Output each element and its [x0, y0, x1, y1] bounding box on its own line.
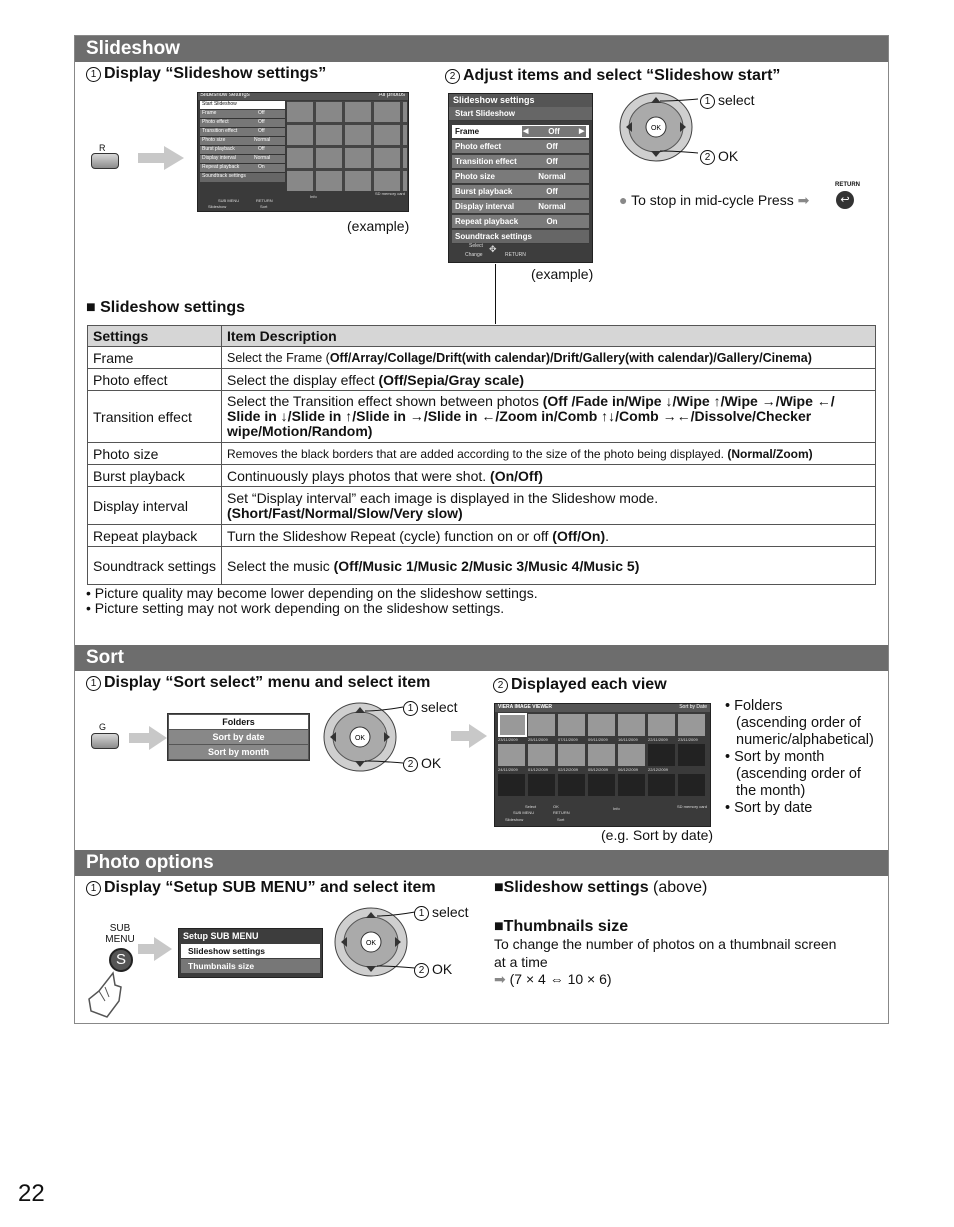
bullet-line: (ascending order of — [736, 715, 861, 731]
slideshow-step1-text: Display “Slideshow settings” — [104, 65, 327, 82]
step-number: 2 — [414, 963, 429, 978]
connector-line — [495, 264, 496, 324]
thumbnail-row-2[interactable] — [498, 744, 648, 766]
stop-instruction — [619, 192, 809, 209]
bullet-line: • Sort by month — [725, 749, 825, 765]
menu-row-value: Off — [546, 142, 558, 151]
ref-heading-tail: (above) — [648, 879, 708, 896]
desc-text: Select the display effect — [227, 371, 379, 388]
mini-row-label: Frame — [202, 110, 217, 116]
desc-bold: (On/Off) — [490, 467, 543, 484]
screen-mini-menu — [200, 110, 285, 182]
slideshow-settings-screen — [197, 92, 409, 212]
menu-row-label: Photo size — [455, 172, 496, 181]
select-callout — [700, 92, 755, 109]
bullet-icon: ● — [619, 192, 628, 208]
sort-example-caption: (e.g. Sort by date) — [601, 827, 714, 843]
mini-row-value: On — [258, 164, 265, 170]
screen1-info: Info — [310, 194, 317, 199]
mini-row-label: Burst playback — [202, 146, 235, 152]
date-label: 22/12/2009 — [648, 767, 669, 772]
date-row-1 — [498, 737, 708, 742]
ref-heading: Slideshow settings — [503, 879, 649, 896]
setup-menu-slideshow-settings[interactable]: Slideshow settings — [181, 944, 320, 958]
desc-text: Turn the Slideshow Repeat (cycle) function on or off — [227, 527, 553, 544]
desc-bold: (Normal/Zoom) — [727, 446, 813, 461]
thumbnails-size-values: (7 × 4 ⇔ 10 × 6) — [509, 971, 612, 987]
sort-option-date[interactable]: Sort by date — [169, 730, 308, 744]
step-number: 2 — [445, 69, 460, 84]
menu-row-label: Transition effect — [455, 157, 517, 166]
date-label: 02/12/2009 — [558, 767, 579, 772]
menu-title: Slideshow settings — [449, 94, 592, 107]
sort-select-menu — [167, 713, 310, 761]
select-callout — [403, 699, 458, 716]
desc-text: Removes the black borders that are added according to the size of the photo being displayed. — [227, 446, 728, 461]
photo-options-section-title: Photo options — [75, 850, 888, 876]
viewer-footer-return: RETURN — [553, 810, 570, 815]
table-row — [88, 443, 876, 465]
table-row — [88, 465, 876, 487]
thumbnails-text-2: at a time — [494, 954, 548, 970]
ok-label: OK — [718, 148, 739, 164]
return-button-icon[interactable]: ↩ — [836, 191, 854, 209]
select-label: select — [421, 699, 458, 715]
arrow-icon — [129, 726, 169, 750]
dpad-icon: ✥ — [489, 244, 497, 254]
mini-row-sound: Soundtrack settings — [200, 173, 285, 182]
screen1-slideshow: Slideshow — [208, 204, 227, 209]
bullet-line: numeric/alphabetical) — [736, 732, 874, 748]
menu-row-label: Photo effect — [455, 142, 502, 151]
mini-row-label: Repeat playback — [202, 164, 240, 170]
arrow-icon — [138, 937, 174, 961]
viewer-footer-sort: Sort — [557, 817, 565, 822]
select-label: select — [432, 904, 469, 920]
callout-lines — [365, 701, 405, 771]
thumbnails-text-1: To change the number of photos on a thumbnail screen — [494, 936, 837, 952]
date-label: 25/11/2009 — [528, 737, 548, 742]
table-cell-name: Photo size — [88, 443, 222, 465]
table-cell-desc — [222, 465, 876, 487]
right-arrow-icon: ▶ — [579, 128, 585, 135]
r-key-label: R — [99, 143, 106, 153]
step-number: 1 — [414, 906, 429, 921]
note-1: • Picture quality may become lower depending on the slideshow settings. — [86, 585, 538, 601]
arrow-icon — [138, 146, 186, 170]
page-number: 22 — [18, 1180, 45, 1207]
g-key-label: G — [99, 722, 107, 732]
table-row — [88, 525, 876, 547]
date-label: 01/12/2009 — [528, 767, 549, 772]
sort-section-title: Sort — [75, 645, 888, 671]
desc-bold: (Off /Fade in/Wipe ↓/Wipe ↑/Wipe →/Wipe ←/ Slide in ↓/Slide in ↑/Slide in →/Slide in ←/Zoom in/Comb ↑↓/Comb →←/Dissolve/Checker wipe/Motion/Random) — [227, 393, 835, 439]
slideshow-settings-ref — [494, 879, 707, 897]
svg-text:OK: OK — [354, 735, 366, 742]
screen-all-photos: All photos — [378, 92, 405, 98]
menu-row-value: On — [546, 217, 558, 226]
r-button[interactable] — [91, 153, 119, 169]
mini-row-label: Transition effect — [202, 128, 238, 134]
date-label: 16/11/2009 — [618, 737, 638, 742]
table-header-desc: Item Description — [222, 326, 876, 347]
page-frame — [74, 35, 889, 1024]
date-label: 07/11/2009 — [558, 737, 578, 742]
mini-row-value: Off — [258, 110, 265, 116]
step-number: 2 — [403, 757, 418, 772]
bullet-line: • Sort by date — [725, 800, 813, 816]
slideshow-settings-menu — [448, 93, 593, 263]
mini-row-value: Off — [258, 119, 265, 125]
menu-footer-select: Select — [469, 243, 483, 249]
mini-row-value: Normal — [254, 137, 271, 143]
menu-row-label: Burst playback — [455, 187, 513, 196]
stop-text: To stop in mid-cycle Press — [631, 192, 794, 208]
table-row — [88, 547, 876, 585]
menu-row-label: Frame — [455, 127, 480, 136]
viewer-footer-ok: OK — [553, 804, 559, 809]
viewer-footer-info: Info — [613, 806, 620, 811]
viewer-footer-select: Select — [525, 804, 537, 809]
desc-bold: (Off/Music 1/Music 2/Music 3/Music 4/Music 5) — [333, 557, 640, 574]
bullet-line: (ascending order of — [736, 766, 861, 782]
table-cell-desc — [222, 391, 876, 443]
ok-label: OK — [421, 755, 442, 771]
slideshow-step2 — [445, 67, 780, 85]
ok-label: OK — [432, 961, 453, 977]
left-arrow-icon: ◀ — [523, 128, 529, 135]
setup-sub-menu — [178, 928, 323, 978]
date-label: 22/11/2009 — [648, 737, 668, 742]
desc-text: Select the Frame ( — [227, 350, 330, 365]
screen-menu-title: Slideshow settings — [200, 92, 250, 98]
step-number: 1 — [403, 701, 418, 716]
table-cell-desc — [222, 547, 876, 585]
setup-menu-title: Setup SUB MENU — [183, 931, 259, 941]
sort-step2-text: Displayed each view — [511, 676, 667, 693]
return-key-label: RETURN — [835, 182, 860, 188]
mini-row-label: Photo size — [202, 137, 226, 143]
screen1-return: RETURN — [256, 198, 273, 203]
thumbnail-row-1[interactable] — [498, 714, 708, 736]
date-label: 23/11/2009 — [498, 737, 518, 742]
desc-text: Select the Transition effect shown between photos — [227, 393, 543, 409]
slideshow-step2-text: Adjust items and select “Slideshow start” — [463, 67, 781, 84]
menu-row[interactable] — [452, 170, 589, 184]
sub-menu-button[interactable]: S — [109, 948, 133, 972]
example-caption-2: (example) — [531, 266, 594, 282]
menu-row-frame[interactable] — [452, 125, 589, 139]
table-header-settings: Settings — [88, 326, 222, 347]
desc-text: Set “Display interval” each image is displayed in the Slideshow mode. — [227, 489, 659, 506]
bullet-date — [725, 800, 874, 817]
image-viewer-screen — [494, 703, 711, 827]
sort-option-month[interactable]: Sort by month — [169, 745, 308, 759]
viewer-footer-submenu: SUB MENU — [513, 810, 535, 815]
screen1-card: SD memory card — [374, 191, 405, 196]
thumbnail-cursor — [498, 713, 527, 737]
mini-row-value: Off — [258, 128, 265, 134]
date-label: 23/11/2009 — [678, 737, 698, 742]
callout-lines — [377, 906, 417, 976]
screen1-submenu: SUB MENU — [218, 198, 240, 203]
table-row — [88, 487, 876, 525]
sort-bullets — [725, 698, 874, 817]
date-row-2 — [498, 767, 708, 772]
mini-row-label: Photo effect — [202, 119, 229, 125]
viewer-title: VIERA IMAGE VIEWER — [498, 704, 552, 710]
step-number: 2 — [700, 150, 715, 165]
menu-row-value: Off — [546, 187, 558, 196]
table-cell-name: Transition effect — [88, 391, 222, 443]
svg-text:OK: OK — [650, 125, 662, 132]
table-cell-desc — [222, 525, 876, 547]
menu-row-value: Off — [522, 126, 586, 137]
square-bullet-icon: ■ — [86, 299, 96, 316]
thumbnails-heading-text: Thumbnails size — [503, 918, 629, 935]
menu-row-value: Off — [546, 157, 558, 166]
svg-text:OK: OK — [365, 940, 377, 947]
table-row — [88, 347, 876, 369]
step-number: 1 — [700, 94, 715, 109]
ok-callout — [403, 755, 441, 772]
mini-row-label: Display interval — [202, 155, 236, 161]
sort-option-folders[interactable]: Folders — [169, 715, 308, 729]
date-label: 06/12/2009 — [618, 767, 639, 772]
step-number: 1 — [86, 67, 101, 82]
ok-callout — [700, 148, 738, 165]
table-cell-desc — [222, 443, 876, 465]
table-cell-desc — [222, 347, 876, 369]
table-header-row — [88, 326, 876, 347]
sort-step1-text: Display “Sort select” menu and select item — [104, 674, 431, 691]
bullet-month — [725, 749, 874, 800]
menu-row[interactable] — [452, 185, 589, 199]
setup-menu-thumbnails-size[interactable]: Thumbnails size — [181, 959, 320, 973]
settings-heading-text: Slideshow settings — [100, 299, 246, 316]
example-caption: (example) — [347, 218, 410, 234]
select-label: select — [718, 92, 755, 108]
step-number: 2 — [493, 678, 508, 693]
step-number: 1 — [86, 881, 101, 896]
menu-start-slideshow[interactable]: Start Slideshow — [449, 107, 592, 121]
menu-row[interactable] — [452, 140, 589, 154]
slideshow-step1 — [86, 65, 326, 83]
table-cell-desc — [222, 487, 876, 525]
menu-footer-return: RETURN — [505, 252, 526, 258]
menu-row-label: Display interval — [455, 202, 515, 211]
viewer-footer-slideshow: Slideshow — [505, 817, 524, 822]
screen1-sort: Sort — [260, 204, 268, 209]
callout-lines — [660, 91, 700, 161]
thumbnails-text-3 — [494, 971, 612, 988]
desc-bold: (Short/Fast/Normal/Slow/Very slow) — [227, 504, 463, 521]
step-number: 1 — [86, 676, 101, 691]
viewer-footer-card: SD memory card — [676, 804, 707, 809]
slideshow-settings-heading — [86, 299, 245, 317]
menu-row[interactable] — [452, 215, 589, 229]
menu-row[interactable] — [452, 155, 589, 169]
square-bullet-icon: ■ — [494, 879, 504, 896]
arrow-right-icon: ➡ — [494, 971, 506, 987]
sub-menu-key-label: SUB MENU — [105, 923, 135, 945]
slideshow-section-title: Slideshow — [75, 36, 888, 62]
table-row — [88, 369, 876, 391]
date-label: 05/12/2009 — [588, 767, 609, 772]
desc-bold: Off/Array/Collage/Drift(with calendar)/Drift/Gallery(with calendar)/Gallery/Cinema) — [329, 350, 812, 365]
table-row — [88, 391, 876, 443]
desc-text: Continuously plays photos that were shot. — [227, 467, 491, 484]
bullet-line: • Folders — [725, 698, 783, 714]
thumbnails-size-heading — [494, 918, 628, 936]
menu-row-value: Normal — [538, 202, 566, 211]
note-2: • Picture setting may not work depending on the slideshow settings. — [86, 600, 505, 616]
settings-table — [87, 325, 876, 585]
mini-row-value: Off — [258, 146, 265, 152]
mini-row-value: Normal — [254, 155, 271, 161]
desc-bold: (Off/On) — [552, 527, 606, 544]
menu-footer-change: Change — [465, 252, 483, 258]
photo-options-step1-text: Display “Setup SUB MENU” and select item — [104, 879, 436, 896]
screen-start-slideshow: Start Slideshow — [200, 101, 285, 109]
desc-tail: . — [605, 527, 610, 544]
hand-pointer-icon — [85, 971, 125, 1021]
desc-bold: (Off/Sepia/Gray scale) — [378, 371, 525, 388]
menu-row[interactable] — [452, 200, 589, 214]
sort-step1 — [86, 674, 430, 692]
table-cell-name: Soundtrack settings — [88, 547, 222, 585]
table-cell-name: Repeat playback — [88, 525, 222, 547]
menu-row-value: Normal — [538, 172, 566, 181]
desc-text: Select the music — [227, 557, 334, 574]
select-callout — [414, 904, 469, 921]
ok-callout — [414, 961, 452, 978]
menu-row-soundtrack[interactable]: Soundtrack settings — [452, 230, 589, 244]
viewer-sort-label: Sort by Date — [679, 704, 707, 710]
table-cell-name: Frame — [88, 347, 222, 369]
sort-step2 — [493, 676, 667, 694]
arrow-right-icon: ➡ — [797, 192, 810, 208]
photo-options-step1 — [86, 879, 436, 897]
table-cell-name: Display interval — [88, 487, 222, 525]
date-label: 24/11/2009 — [498, 767, 518, 772]
date-label: 09/11/2009 — [588, 737, 608, 742]
table-cell-desc — [222, 369, 876, 391]
table-cell-name: Burst playback — [88, 465, 222, 487]
arrow-icon — [451, 724, 489, 748]
bullet-line: the month) — [736, 783, 806, 799]
bullet-folders — [725, 698, 874, 749]
square-bullet-icon: ■ — [494, 918, 504, 935]
table-cell-name: Photo effect — [88, 369, 222, 391]
menu-row-label: Repeat playback — [455, 217, 519, 226]
g-button[interactable] — [91, 733, 119, 749]
